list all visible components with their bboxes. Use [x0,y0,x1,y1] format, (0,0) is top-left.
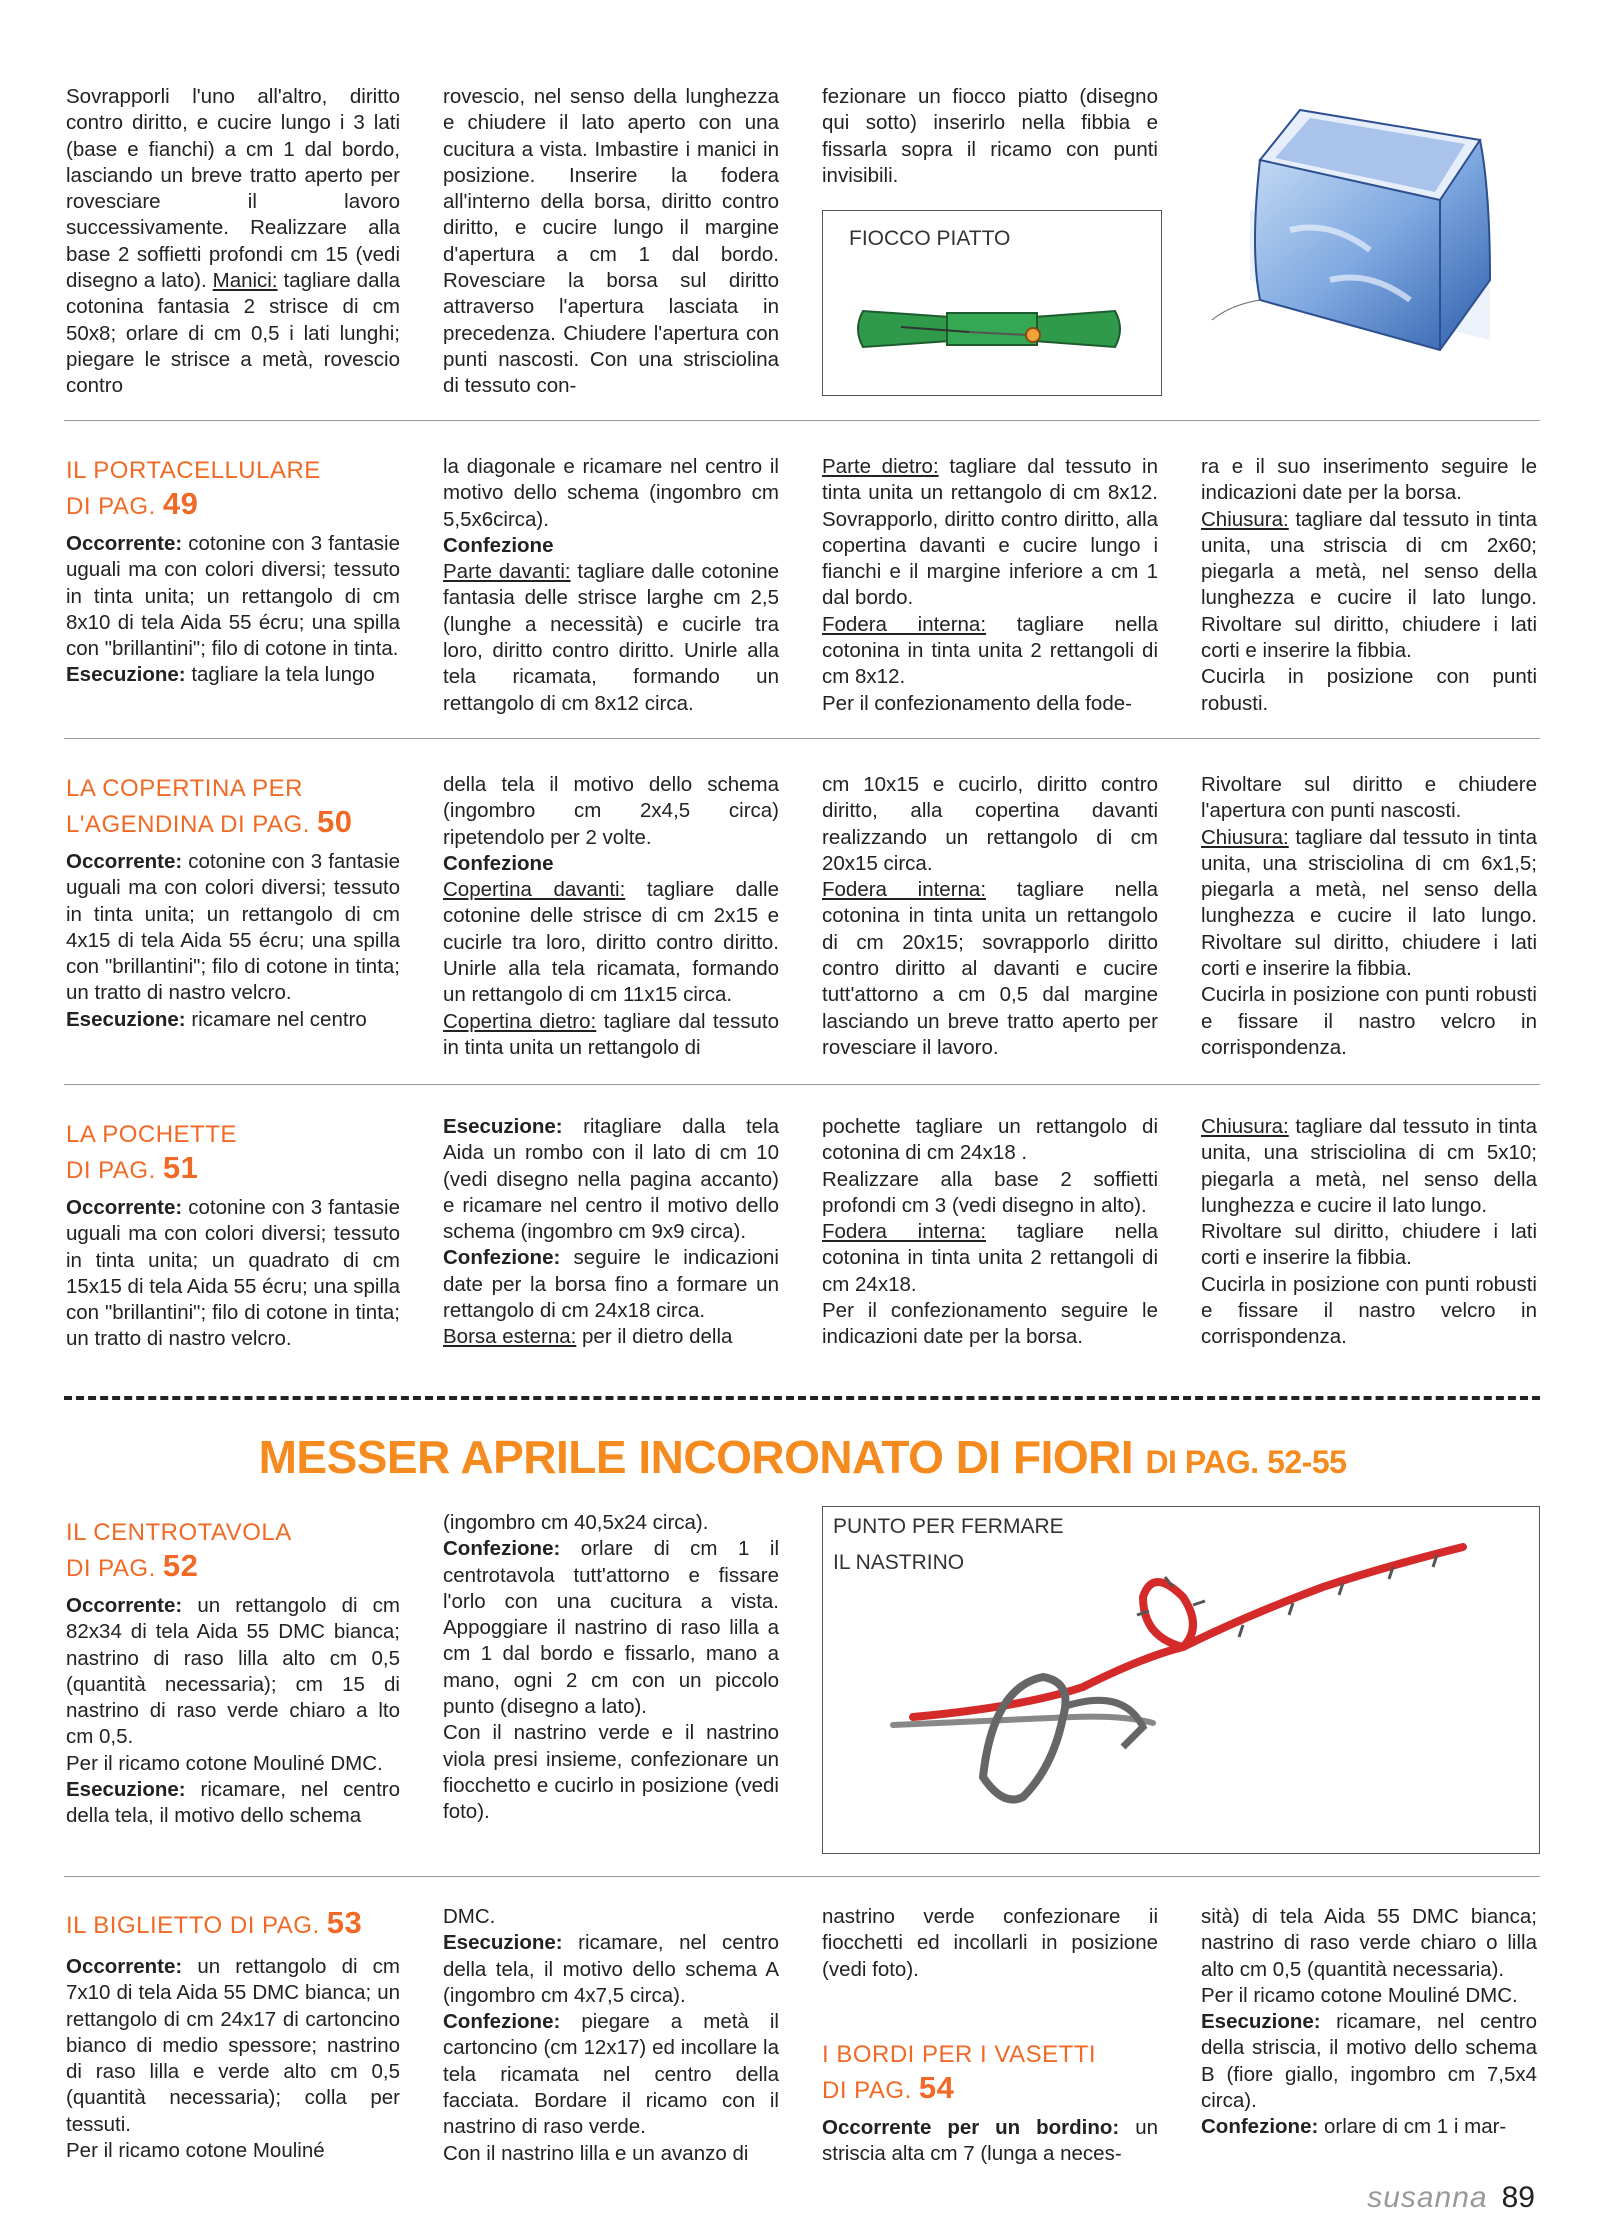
bordi-col-4: sità) di tela Aida 55 DMC bianca; nastrino di raso verde chiaro o lilla alto cm 0,5 (quantità necessaria). Per il ricamo cotone Mouliné DMC. Esecuzione: ricamare, nel centro della striscia, il motivo dello schema B (fiore giallo, ingombro cm 7,5x4 circa). Confezione: orlare di cm 1 i mar- [1201,1905,1537,2139]
top-col-2 [443,84,779,400]
divider [64,1084,1540,1085]
pochette-col-3: pochette tagliare un rettangolo di cotonina di cm 24x18 . Realizzare alla base 2 soffietti profondi cm 3 (vedi disegno in alto). Fodera interna: tagliare nella cotonina in tinta unita 2 rettangoli di cm 24x18. Per il confezionamento seguire le indicazioni date per la borsa. [822,1115,1158,1349]
section-bordi: I BORDI PER I VASETTI DI PAG. 54 Occorrente per un bordino: un striscia alta cm 7 (lunga a neces- [822,2038,1158,2168]
pochette-col-2: Esecuzione: ritagliare dalla tela Aida un rombo con il lato di cm 10 (vedi disegno nella pagina accanto) e ricamare nel centro il motivo dello schema (ingombro cm 9x9 circa). Confezione: seguire le indicazioni date per la borsa fino a formare un rettangolo di cm 24x18 circa. Borsa esterna: per il dietro della [443,1115,779,1349]
main-title: MESSER APRILE INCORONATO DI FIORI DI PAG. 52-55 [258,1431,1347,1483]
section-centrotavola: IL CENTROTAVOLA DI PAG. 52 Occorrente: un rettangolo di cm 82x34 di tela Aida 55 DMC bianca; nastrino di raso lilla alto cm 0,5 (quantità necessaria); cm 15 di nastrino di raso verde chiaro a lto cm 0,5. Per il ricamo cotone Mouliné DMC. Esecuzione: ricamare, nel centro della tela, il motivo dello schema [66,1516,400,1830]
section-heading: I BORDI PER I VASETTI DI PAG. 54 [822,2041,1097,2105]
divider [64,738,1540,739]
page-number: 51 [162,1150,199,1185]
copertina-col-3: cm 10x15 e cucirlo, diritto contro diritto, alla copertina davanti realizzando un rettangolo di cm 20x15 circa. Fodera interna: tagliare nella cotonina in tinta unita un rettangolo di cm 20x15; sovrapporlo diritto contro diritto al davanti e cucire tutt'attorno a cm 0,5 dal margine lasciando un breve tratto aperto per rovesciare il lavoro. [822,773,1158,1059]
figure-label: FIOCCO PIATTO [849,227,1011,250]
divider [64,1876,1540,1877]
centrotavola-col-2: (ingombro cm 40,5x24 circa). Confezione: orlare di cm 1 il centrotavola tutt'attorno e fissare l'orlo con una cucitura a vista. Appoggiare il nastrino di raso lilla a cm 1 dal bordo e fissarlo, mano a mano, ogni 2 cm con un piccolo punto (disegno a lato). Con il nastrino verde e il nastrino viola presi insieme, confezionare un fiocchetto e cucirlo in posizione (vedi foto). [443,1511,779,1824]
figure-label: PUNTO PER FERMARE IL NASTRINO [833,1515,1064,1574]
biglietto-col-2: DMC. Esecuzione: ricamare, nel centro della tela, il motivo dello schema A (ingombro cm 4x7,5 circa). Confezione: piegare a metà il cartoncino (cm 12x17) ed incollare la tela ricamata nel centro della facciata. Bordare il ricamo con il nastrino di raso verde. Con il nastrino lilla e un avanzo di [443,1905,779,2165]
body-text: rovescio, nel senso della lunghezza e chiudere il lato aperto con una cucitura a vista. Imbastire i manici in posizione. Inserire la fodera all'interno della borsa, diritto contro diritto, e cucire lungo il margine d'apertura a cm 1 dal bordo. Rovesciare la borsa sul diritto attraverso l'apertura lasciata in precedenza. Chiudere l'apertura con punti nascosti. Con una strisciolina di tessuto con- [443,85,779,398]
flat-bow-figure [822,210,1162,396]
section-portacellulare: IL PORTACELLULARE DI PAG. 49 Occorrente: cotonine con 3 fantasie uguali ma con colori diversi; tessuto in tinta unita; un rettangolo di cm 8x10 di tela Aida 55 écru; una spilla con "brillantini"; filo di cotone in tinta. Esecuzione: tagliare la tela lungo [66,454,400,689]
top-col-1 [66,84,400,400]
body-text: fezionare un fiocco piatto (disegno qui sotto) inserirlo nella fibbia e fissarla sopra il ricamo con punti invisibili. [822,85,1158,187]
section-heading: LA POCHETTE DI PAG. 51 [66,1121,237,1185]
portacellulare-col-2: la diagonale e ricamare nel centro il motivo dello schema (ingombro cm 5,5x6circa). Confezione Parte davanti: tagliare dalle cotonine fantasia delle strisce larghe cm 2,5 (lunghe a necessità) e cucirle tra loro, diritto contro diritto. Unirle alla tela ricamata, formando un rettangolo di cm 8x12 circa. [443,455,780,715]
section-heading: IL BIGLIETTO DI PAG. 53 [66,1905,363,1940]
section-heading: LA COPERTINA PER L'AGENDINA DI PAG. 50 [66,775,353,839]
page-footer [1367,2181,1535,2215]
pochette-col-4: Chiusura: tagliare dal tessuto in tinta unita, una strisciolina di cm 5x10; piegarla a metà, nel senso della lunghezza e cucire il lato lungo. Rivoltare sul diritto, chiudere i lati corti e inserire la fibbia. Cucirla in posizione con punti robusti e fissare il nastro velcro in corrispondenza. [1201,1115,1537,1349]
body-text: Sovrapporli l'uno all'altro, diritto contro diritto, e cucire lungo i 3 lati (base e fianchi) a cm 1 dal bordo, lasciando un breve tratto aperto per rovesciare il lavoro successivamente. Realizzare alla base 2 soffietti profondi cm 15 (vedi disegno a lato). [66,85,400,293]
section-heading: IL PORTACELLULARE DI PAG. 49 [66,457,321,521]
page-number: 49 [162,486,199,521]
bag-illustration [1190,80,1550,380]
inline-label: Manici: [212,269,278,293]
copertina-col-2: della tela il motivo dello schema (ingombro cm 2x4,5 circa) ripetendolo per 2 volte. Confezione Copertina davanti: tagliare dalle cotonine delle strisce di cm 2x15 e cucirle tra loro, diritto contro diritto. Unirle alla tela ricamata, formando un rettangolo di cm 11x15 circa. Copertina dietro: tagliare dal tessuto in tinta unita un rettangolo di [443,773,779,1059]
portacellulare-col-4: ra e il suo inserimento seguire le indicazioni date per la borsa. Chiusura: tagliare dal tessuto in tinta unita, una striscia di cm 2x60; piegarla a metà, nel senso della lunghezza e cucire il lato lungo. Rivoltare sul diritto, chiudere i lati corti e inserire la fibbia. Cucirla in posizione con punti robusti. [1201,455,1537,715]
page-number: 50 [317,804,353,839]
biglietto-col-3: nastrino verde confezionare ii fiocchetti ed incollarli in posizione (vedi foto). [822,1905,1158,1981]
magazine-name: susanna [1367,2181,1488,2214]
flat-bow-illustration [823,211,1161,395]
page-number: 52 [162,1548,199,1583]
body-text: tagliare dalla cotonina fantasia 2 strisce di cm 50x8; orlare di cm 0,5 i lati lunghi; piegare le strisce a metà, rovescio contro [66,269,400,398]
ribbon-stitch-figure [822,1506,1540,1854]
page-number: 89 [1501,2181,1535,2214]
divider [64,420,1540,421]
section-copertina: LA COPERTINA PER L'AGENDINA DI PAG. 50 Occorrente: cotonine con 3 fantasie uguali ma con colori diversi; tessuto in tinta unita; un rettangolo di cm 4x15 di tela Aida 55 écru; una spilla con "brillantini"; filo di cotone in tinta; un tratto di nastro velcro. Esecuzione: ricamare nel centro [66,772,400,1033]
page-number: 54 [918,2070,955,2105]
top-col-3 [822,84,1158,189]
section-biglietto: IL BIGLIETTO DI PAG. 53 Occorrente: un rettangolo di cm 7x10 di tela Aida 55 DMC bianca; un rettangolo di cm 24x17 di cartoncino bianco di medio spessore; nastrino di raso lilla e verde alto cm 0,5 (quantità necessaria); colla per tessuti. Per il ricamo cotone Mouliné [66,1905,400,2163]
portacellulare-col-3: Parte dietro: tagliare dal tessuto in tinta unita un rettangolo di cm 8x12. Sovrapporlo, diritto contro diritto, alla copertina davanti e cucire lungo i fianchi e il margine inferiore a cm 1 dal bordo. Fodera interna: tagliare nella cotonina in tinta unita 2 rettangoli di cm 8x12. Per il confezionamento della fode- [822,455,1158,715]
dashed-divider [64,1396,1540,1400]
page-number: 53 [326,1905,363,1940]
ribbon-stitch-illustration [823,1507,1539,1853]
section-heading: IL CENTROTAVOLA DI PAG. 52 [66,1519,292,1583]
section-pochette: LA POCHETTE DI PAG. 51 Occorrente: cotonine con 3 fantasie uguali ma con colori diversi; tessuto in tinta unita; un quadrato di cm 15x15 di tela Aida 55 écru; una spilla con "brillantini"; filo di cotone in tinta; un tratto di nastro velcro. [66,1118,400,1353]
copertina-col-4: Rivoltare sul diritto e chiudere l'apertura con punti nascosti. Chiusura: tagliare dal tessuto in tinta unita, una strisciolina di cm 6x1,5; piegarla a metà, nel senso della lunghezza e cucire il lato lungo. Rivoltare sul diritto, chiudere i lati corti e inserire la fibbia. Cucirla in posizione con punti robusti e fissare il nastro velcro in corrispondenza. [1201,773,1537,1059]
